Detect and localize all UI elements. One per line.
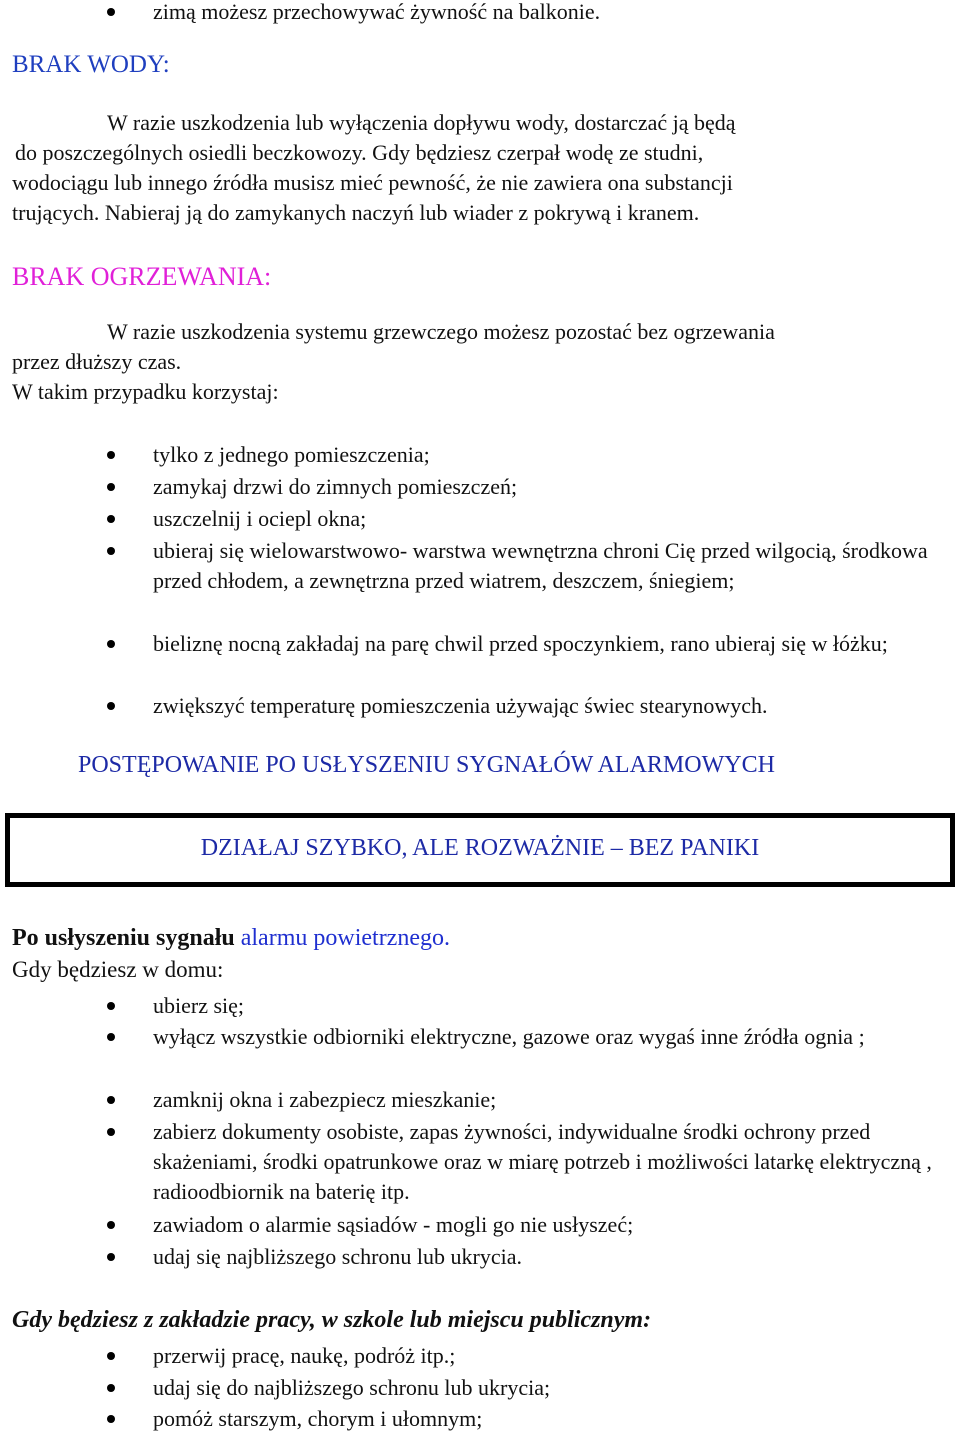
warning-box-text: DZIAŁAJ SZYBKO, ALE ROZWAŻNIE – BEZ PANIKI bbox=[200, 835, 760, 861]
section-heading-brak-wody: BRAK WODY: bbox=[12, 51, 170, 78]
bullet-icon bbox=[107, 451, 115, 459]
paragraph-line: przez dłuższy czas. bbox=[12, 349, 182, 374]
list-item-text: uszczelnij i ociepl okna; bbox=[153, 506, 367, 531]
list-item-text: zawiadom o alarmie sąsiadów - mogli go nie usłyszeć; bbox=[153, 1212, 634, 1237]
signal-heading bbox=[12, 925, 450, 952]
bullet-icon bbox=[107, 1221, 115, 1229]
paragraph-line: trujących. Nabieraj ją do zamykanych naczyń lub wiader z pokrywą i kranem. bbox=[12, 200, 700, 225]
paragraph-line: W razie uszkodzenia systemu grzewczego możesz pozostać bez ogrzewania bbox=[107, 319, 775, 344]
bullet-icon bbox=[107, 702, 115, 710]
list-item-text: udaj się do najbliższego schronu lub ukrycia; bbox=[153, 1375, 551, 1400]
list-item-text: tylko z jednego pomieszczenia; bbox=[153, 442, 430, 467]
section-heading-alarm: POSTĘPOWANIE PO USŁYSZENIU SYGNAŁÓW ALARMOWYCH bbox=[78, 752, 775, 778]
bullet-icon bbox=[107, 515, 115, 523]
list-item-text: zamykaj drzwi do zimnych pomieszczeń; bbox=[153, 474, 518, 499]
list-item-text: zabierz dokumenty osobiste, zapas żywności, indywidualne środki ochrony przed skażeniami, środki opatrunkowe oraz w miarę potrzeb i możliwości latarkę elektryczną , radioodbiornik na baterię itp. bbox=[153, 1119, 932, 1204]
bullet-icon bbox=[107, 547, 115, 555]
bullet-icon bbox=[107, 1352, 115, 1360]
list-item-text: wyłącz wszystkie odbiorniki elektryczne, gazowe oraz wygaś inne źródła ognia ; bbox=[153, 1024, 865, 1049]
list-item-text: pomóż starszym, chorym i ułomnym; bbox=[153, 1406, 483, 1431]
list-item-text: przerwij pracę, naukę, podróż itp.; bbox=[153, 1343, 456, 1368]
paragraph-line: wodociągu lub innego źródła musisz mieć pewność, że nie zawiera ona substancji bbox=[12, 170, 733, 195]
bullet-icon bbox=[107, 1096, 115, 1104]
list-item-text: bieliznę nocną zakładaj na parę chwil przed spoczynkiem, rano ubieraj się w łóżku; bbox=[153, 631, 888, 656]
paragraph-line: W razie uszkodzenia lub wyłączenia dopływu wody, dostarczać ją będą bbox=[107, 110, 736, 135]
warning-box bbox=[5, 813, 955, 887]
paragraph-line: W takim przypadku korzystaj: bbox=[12, 379, 279, 404]
list-item-text: zimą możesz przechowywać żywność na balkonie. bbox=[153, 0, 601, 24]
bullet-icon bbox=[107, 640, 115, 648]
bullet-icon bbox=[107, 483, 115, 491]
list-item-text: udaj się najbliższego schronu lub ukrycia. bbox=[153, 1244, 523, 1269]
paragraph-line: do poszczególnych osiedli beczkowozy. Gdy będziesz czerpał wodę ze studni, bbox=[15, 140, 704, 165]
bullet-icon bbox=[107, 8, 115, 16]
list-item-text: ubierz się; bbox=[153, 993, 245, 1018]
bullet-icon bbox=[107, 1253, 115, 1261]
bullet-icon bbox=[107, 1384, 115, 1392]
bullet-icon bbox=[107, 1128, 115, 1136]
signal-highlight: alarmu powietrznego. bbox=[240, 925, 450, 951]
bullet-icon bbox=[107, 1002, 115, 1010]
home-heading: Gdy będziesz w domu: bbox=[12, 957, 224, 982]
list-item-text: ubieraj się wielowarstwowo- warstwa wewnętrzna chroni Cię przed wilgocią, środkowa przed chłodem, a zewnętrzna przed wiatrem, deszczem, śniegiem; bbox=[153, 538, 928, 593]
bullet-icon bbox=[107, 1415, 115, 1423]
list-item-text: zwiększyć temperaturę pomieszczenia używając świec stearynowych. bbox=[153, 693, 768, 718]
signal-prefix: Po usłyszeniu sygnału bbox=[12, 925, 235, 951]
bullet-icon bbox=[107, 1033, 115, 1041]
work-heading: Gdy będziesz z zakładzie pracy, w szkole lub miejscu publicznym: bbox=[12, 1307, 652, 1333]
section-heading-brak-ogrzewania: BRAK OGRZEWANIA: bbox=[12, 262, 272, 291]
list-item-text: zamknij okna i zabezpiecz mieszkanie; bbox=[153, 1087, 497, 1112]
